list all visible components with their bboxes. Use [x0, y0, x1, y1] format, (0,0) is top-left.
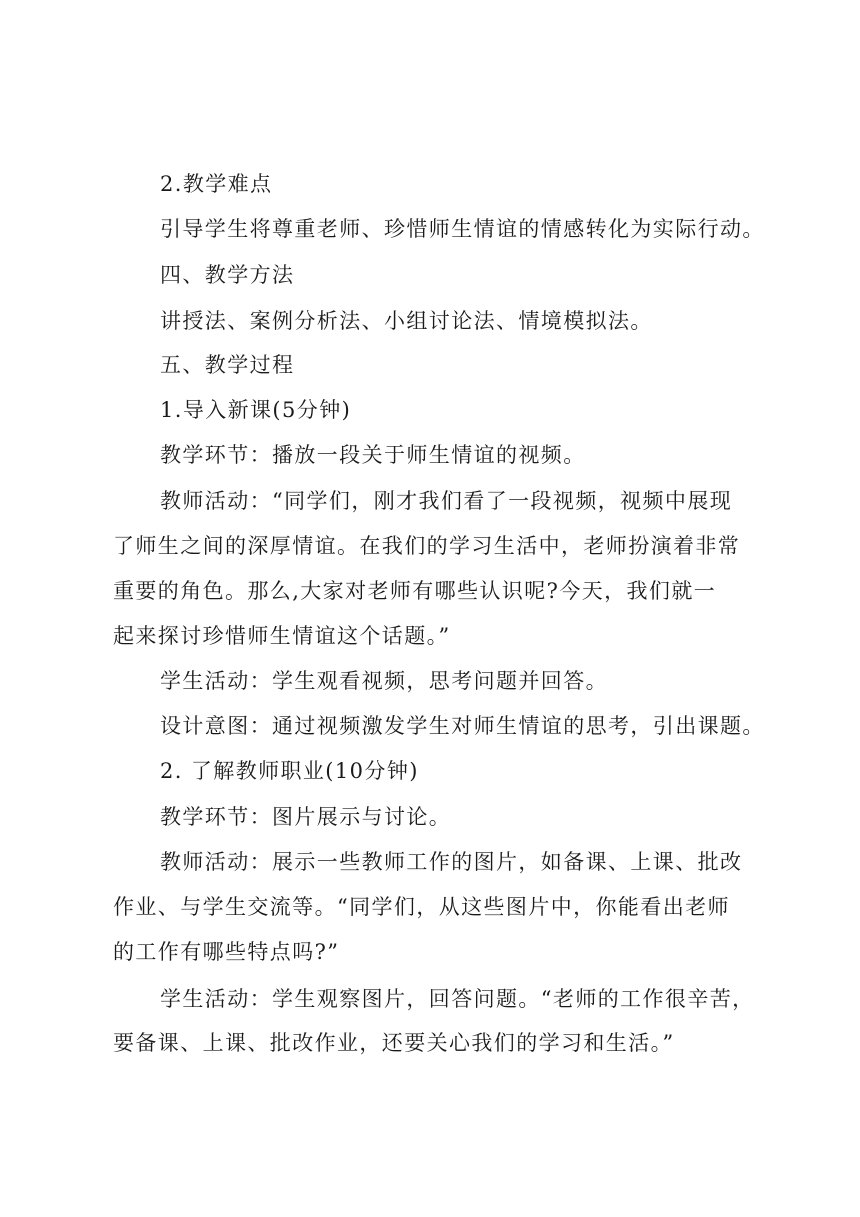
step-2-student-line-2: 要备课、上课、批改作业，还要关心我们的学习和生活。”	[113, 1031, 675, 1055]
difficulty-text: 引导学生将尊重老师、珍惜师生情谊的情感转化为实际行动。	[160, 217, 765, 241]
step-1-teacher-line-2: 了师生之间的深厚情谊。在我们的学习生活中，老师扮演着非常	[113, 534, 741, 558]
section-5-heading: 五、教学过程	[160, 353, 295, 377]
step-2-link: 教学环节：图片展示与讨论。	[160, 805, 452, 829]
step-1-intent: 设计意图：通过视频激发学生对师生情谊的思考，引出课题。	[160, 714, 765, 738]
section-4-heading: 四、教学方法	[160, 263, 295, 287]
difficulty-heading: 2.教学难点	[160, 172, 273, 196]
step-2-student-line-1: 学生活动：学生观察图片，回答问题。“老师的工作很辛苦，	[160, 987, 755, 1011]
step-1-teacher-line-1: 教师活动：“同学们，刚才我们看了一段视频，视频中展现	[160, 489, 733, 513]
step-1-teacher-line-3: 重要的角色。那么,大家对老师有哪些认识呢?今天，我们就一	[113, 579, 717, 603]
step-1-teacher-line-4: 起来探讨珍惜师生情谊这个话题。”	[113, 624, 451, 648]
step-1-student: 学生活动：学生观看视频，思考问题并回答。	[160, 669, 608, 693]
step-2-teacher-line-3: 的工作有哪些特点吗?”	[113, 940, 340, 964]
step-2-teacher-line-1: 教师活动：展示一些教师工作的图片，如备课、上课、批改	[160, 850, 743, 874]
methods-text: 讲授法、案例分析法、小组讨论法、情境模拟法。	[160, 309, 653, 333]
step-2-heading: 2. 了解教师职业(10分钟)	[160, 759, 419, 783]
step-1-heading: 1.导入新课(5分钟)	[160, 398, 352, 422]
step-2-teacher-line-2: 作业、与学生交流等。“同学们，从这些图片中，你能看出老师	[113, 895, 730, 919]
step-1-link: 教学环节：播放一段关于师生情谊的视频。	[160, 443, 586, 467]
